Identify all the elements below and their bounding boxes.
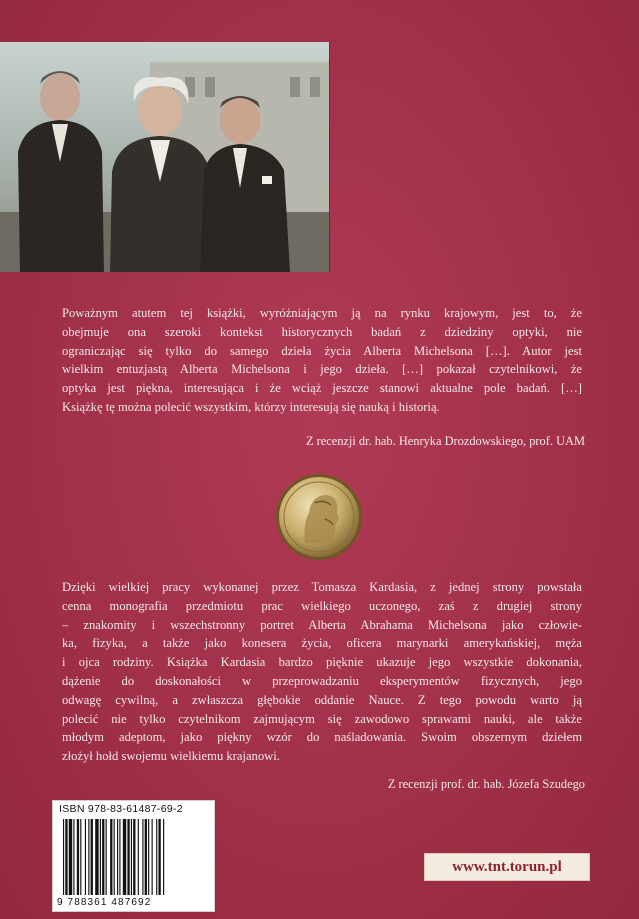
- quote-line: ograniczając się tylko do samego dzieła życia Alberta Michelsona […]. Autor jest: [62, 343, 582, 358]
- review-quote-1: [62, 304, 582, 417]
- quote-line: wielkim entuzjastą Alberta Michelsona i jego dzieła. […] pokazał czytelnikowi, że: [62, 362, 582, 377]
- quote-line: cenna monografia przedmiotu prac wielkiego uczonego, zaś z drugiej strony: [62, 598, 582, 613]
- isbn-box: [52, 800, 215, 912]
- quote-line: – znakomity i wszechstronny portret Alberta Abrahama Michelsona jako człowie-: [62, 617, 582, 632]
- barcode-digits: 9 788361 487692: [57, 897, 152, 908]
- quote-line: optyka jest piękna, interesująca i że wciąż jeszcze stanowi aktualne pole badań. […]: [62, 381, 582, 396]
- quote-line: i ojca rodziny. Książka Kardasia bardzo pięknie ukazuje jego wszystkie dokonania,: [62, 655, 582, 670]
- quote-line: dążenie do doskonałości w przeprowadzaniu eksperymentów fizycznych, jego: [62, 673, 582, 688]
- review-attribution-1: Z recenzji dr. hab. Henryka Drozdowskiego, prof. UAM: [305, 434, 585, 448]
- quote-line: Poważnym atutem tej książki, wyróżniającym ją na rynku krajowym, jest to, że: [62, 306, 582, 320]
- review-attribution-2: Z recenzji prof. dr. hab. Józefa Szudego: [387, 777, 585, 791]
- barcode-icon: [61, 819, 206, 895]
- isbn-label: ISBN 978-83-61487-69-2: [59, 803, 183, 815]
- quote-line: ka, fizyka, a także jako konesera życia, oficera marynarki amerykańskiej, męża: [62, 636, 582, 651]
- photo-three-men-icon: [0, 42, 329, 272]
- nobel-medal-icon: [275, 473, 363, 561]
- historic-photo: [0, 42, 330, 272]
- quote-line: złożył hołd swojemu wielkiemu krajanowi.: [62, 749, 280, 764]
- quote-line: Dzięki wielkiej pracy wykonanej przez Tomasza Kardasia, z jednej strony powstała: [62, 580, 582, 594]
- quote-line: młodym adeptom, jako piękny wzór do naśladowania. Swoim obszernym dziełem: [62, 730, 582, 745]
- quote-line: odwagę cywilną, a zwłaszcza głębokie oddanie Nauce. Z tego powodu warto ją: [62, 692, 582, 707]
- quote-line: polecić nie tylko czytelnikom zajmującym się zawodowo sprawami nauki, ale także: [62, 711, 582, 726]
- review-quote-2: [62, 578, 582, 766]
- quote-line: Książkę tę można polecić wszystkim, którzy interesują się nauką i historią.: [62, 399, 440, 414]
- quote-line: obejmuje ona szeroki kontekst historycznych badań z dziedziny optyki, nie: [62, 324, 582, 339]
- publisher-website[interactable]: www.tnt.torun.pl: [424, 853, 590, 881]
